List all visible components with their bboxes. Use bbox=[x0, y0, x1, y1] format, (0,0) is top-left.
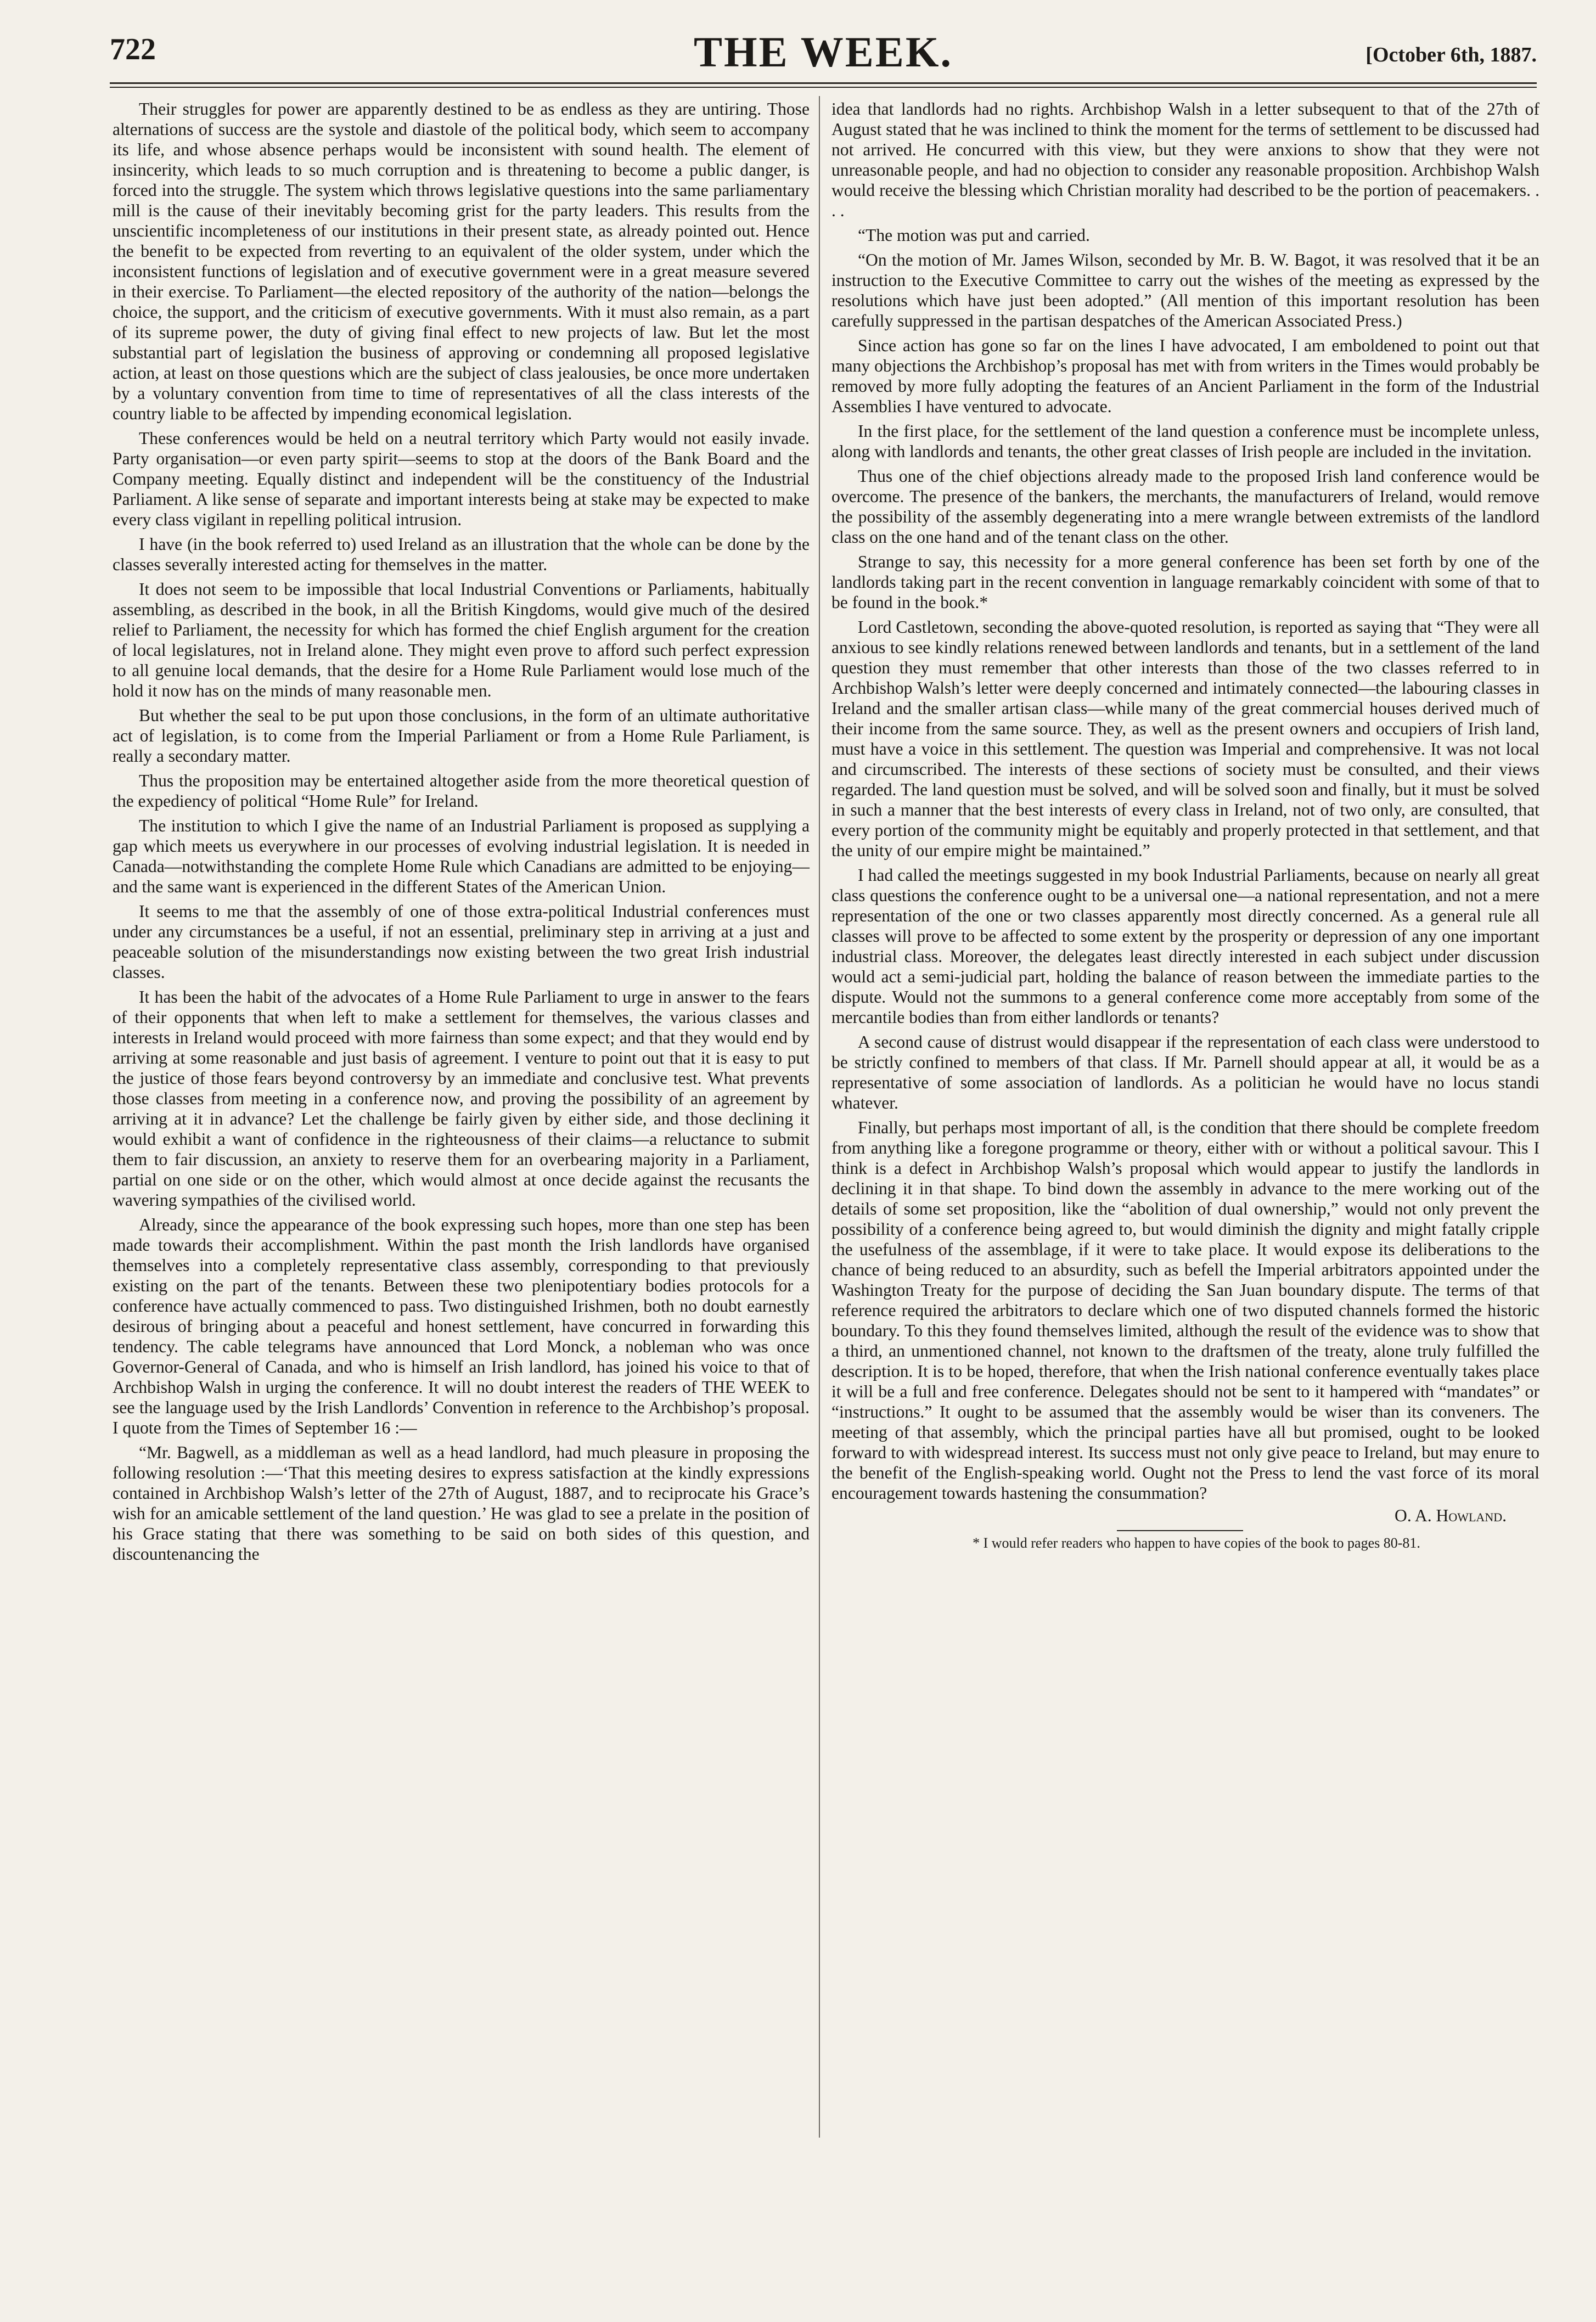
paragraph: “On the motion of Mr. James Wilson, seconded by Mr. B. W. Bagot, it was resolved that it be an instruction to the Executive Committee to carry out the wishes of the meeting as expressed by the resolutions which have just been adopted.” (All mention of this important resolution has been carefully suppressed in the partisan despatches of the American Associated Press.) bbox=[831, 250, 1539, 330]
quoted-paragraph: “Mr. Bagwell, as a middleman as well as a head landlord, had much pleasure in proposing the following resolution :—‘That this meeting desires to express satisfaction at the kindly expressions contained in Archbishop Walsh’s letter of the 27th of August, 1887, and to reciprocate his Grace’s wish for an amicable settlement of the land question.’ He was glad to see a prelate in the position of his Grace stating that there was something to be said on both sides of this question, and discountenancing the bbox=[113, 1443, 810, 1564]
issue-date: [October 6th, 1887. bbox=[1365, 43, 1537, 66]
paragraph: It seems to me that the assembly of one of those extra-political Industrial conferences must under any circumstances be a useful, if not an essential, preliminary step in arriving at a just and peaceable solution of the misunderstandings now existing between the two great Irish industrial classes. bbox=[113, 902, 810, 982]
paragraph: I have (in the book referred to) used Ireland as an illustration that the whole can be done by the classes severally interested acting for themselves in the matter. bbox=[113, 535, 810, 574]
page-number: 722 bbox=[110, 32, 156, 66]
paragraph: The institution to which I give the name of an Industrial Parliament is proposed as supplying a gap which meets us everywhere in our processes of evolving industrial legislation. It is needed in Canada—notwithstanding the complete Home Rule which Canadians are admitted to be enjoying—and the same want is experienced in the different States of the American Union. bbox=[113, 816, 810, 896]
paragraph: Thus the proposition may be entertained altogether aside from the more theoretical question of the expediency of political “Home Rule” for Ireland. bbox=[113, 771, 810, 811]
paragraph: Finally, but perhaps most important of all, is the condition that there should be complete freedom from anything like a foregone programme or theory, either with or without a political savour. This I think is a defect in Archbishop Walsh’s proposal which would appear to justify the landlords in declining it in that shape. To bind down the assembly in advance to the mere working out of the details of some set proposition, like the “abolition of dual ownership,” would not only prevent the possibility of a conference being agreed to, but would diminish the dignity and might fatally cripple the usefulness of the assemblage, if it were to take place. It would expose its deliberations to the chance of being reduced to an absurdity, such as befell the Imperial arbitrators appointed under the Washington Treaty for the purpose of deciding the San Juan boundary dispute. The terms of that reference required the arbitrators to declare which one of two disputed channels formed the historic boundary. To this they found themselves limited, although the result of the evidence was to show that a third, an unmentioned channel, not known to the draftsmen of the treaty, alone truly fulfilled the description. It is to be hoped, therefore, that when the Irish national conference eventually takes place it will be a full and free conference. Delegates should not be sent to it hampered with “mandates” or “instructions.” It ought to be assumed that the assembly would be wiser than its conveners. The meeting of that assembly, which the principal parties have all but promised, ought to be looked forward to with widespread interest. Its success must not only give peace to Ireland, but may enure to the benefit of the English-speaking world. Ought not the Press to lend the vast force of its moral encouragement towards hastening the consummation? bbox=[831, 1118, 1539, 1503]
author-signature: O. A. Howland. bbox=[1395, 1506, 1507, 1525]
footnote: * I would refer readers who happen to have copies of the book to pages 80-81. bbox=[973, 1535, 1420, 1551]
paragraph: In the first place, for the settlement of the land question a conference must be incomplete unless, along with landlords and tenants, the other great classes of Irish people are included in the invitation. bbox=[831, 421, 1539, 461]
masthead-title: THE WEEK. bbox=[693, 28, 953, 76]
paragraph: “The motion was put and carried. bbox=[858, 226, 1090, 245]
paragraph: Their struggles for power are apparently destined to be as endless as they are untiring. Those alternations of success are the systole and diastole of the political body, which seem to accompany its life, and whose absence perhaps would be inconsistent with sound health. The element of insincerity, which leads to so much corruption and is threatening to become a public danger, is forced into the struggle. The system which throws legislative questions into the same parliamentary mill is the cause of their inevitably becoming grist for the party leaders. This results from the unscientific incompleteness of our institutions in their present state, as already pointed out. Hence the benefit to be expected from reverting to an equivalent of the older system, under which the inconsistent functions of legislation and of executive government were in a great measure severed in their exercise. To Parliament—the elected repository of the authority of the nation—belongs the choice, the support, and the criticism of executive governments. With it must also remain, as a part of its supreme power, the duty of giving final effect to new projects of law. But let the most substantial part of legislation the business of approving or condemning all proposed legislative action, at least on those questions which are the subject of class jealousies, be once more undertaken by a voluntary convention from time to time of representatives of all the class interests of the country liable to be affected by impending economical legislation. bbox=[113, 99, 810, 423]
paragraph: Lord Castletown, seconding the above-quoted resolution, is reported as saying that “They were all anxious to see kindly relations renewed between landlords and tenants, but in a settlement of the land question they must remember that other interests than those of the two classes referred to in Archbishop Walsh’s letter were deeply concerned and intimately connected—the labouring classes in Ireland and the smaller artisan class—while many of the great commercial houses derived much of their income from the same source. They, as well as the present owners and occupiers of Irish land, must have a voice in this settlement. The question was Imperial and comprehensive. It was not local and circumscribed. The interests of these sections of society must be consulted, and their views regarded. The land question must be solved, and will be solved soon and finally, but it must be solved in such a manner that the best interests of every class in Ireland, not of two only, are consulted, that every portion of the community might be equitably and properly protected in that settlement, and that the unity of our empire might be maintained.” bbox=[831, 617, 1539, 860]
paragraph: It does not seem to be impossible that local Industrial Conventions or Parliaments, habitually assembling, as described in the book, in all the British Kingdoms, would give much of the desired relief to Parliament, the necessity for which has formed the chief English argument for the creation of local legislatures, not in Ireland alone. They might even prove to afford such perfect expression to all genuine local demands, that the desire for a Home Rule Parliament would lose much of the hold it now has on the minds of many reasonable men. bbox=[113, 580, 810, 700]
paragraph: It has been the habit of the advocates of a Home Rule Parliament to urge in answer to the fears of their opponents that when left to make a settlement for themselves, the various classes and interests in Ireland would proceed with more fairness than some expect; and that they would end by arriving at some reasonable and just basis of agreement. I venture to point out that it is easy to put the justice of those fears beyond controversy by an immediate and conclusive test. What prevents those classes from meeting in a conference now, and proving the possibility of an agreement by arriving at it in advance? Let the challenge be fairly given by either side, and those declining it would exhibit a want of confidence in the righteousness of their claims—a reluctance to submit them to fair discussion, an anxiety to reserve them for an overbearing majority in a Parliament, partial on one side or on the other, which would almost at once decide against the recusants the wavering sympathies of the civilised world. bbox=[113, 987, 810, 1210]
paragraph: Since action has gone so far on the lines I have advocated, I am emboldened to point out that many objections the Archbishop’s proposal has met with from writers in the Times would probably be removed by more fully adopting the features of an Ancient Parliament in the form of the Industrial Assemblies I have ventured to advocate. bbox=[831, 336, 1539, 416]
right-column bbox=[831, 99, 1539, 1552]
footnote-rule bbox=[1117, 1530, 1243, 1531]
paragraph: I had called the meetings suggested in my book Industrial Parliaments, because on nearly all great class questions the conference ought to be a universal one—a national representation, and not a mere representation of the one or two classes apparently most directly concerned. As a general rule all classes will prove to be affected to some extent by the prosperity or depression of any one important industrial class. Moreover, the delegates least directly interested in each subject under discussion would act a semi-judicial part, holding the balance of reason between the immediate parties to the dispute. Would not the summons to a general conference come more acceptably from some of the mercantile bodies than from either landlords or tenants? bbox=[831, 865, 1539, 1027]
page-header bbox=[110, 22, 1537, 88]
paragraph: These conferences would be held on a neutral territory which Party would not easily invade. Party organisation—or even party spirit—seems to stop at the doors of the Bank Board and the Company meeting. Equally distinct and independent will be the constituency of the Industrial Parliament. A like sense of separate and important interests being at stake may be expected to make every class vigilant in repelling political intrusion. bbox=[113, 429, 810, 529]
paragraph-continued: idea that landlords had no rights. Archbishop Walsh in a letter subsequent to that of the 27th of August stated that he was inclined to think the moment for the terms of settlement to be discussed had not arrived. He concurred with this view, but they were anxions to show that they were not unreasonable people, and had no objection to consider any reasonable proposition. Archbishop Walsh would receive the blessing which Christian morality had described to be the portion of peacemakers. . . . bbox=[831, 99, 1539, 220]
left-column bbox=[113, 99, 810, 1568]
paragraph: Thus one of the chief objections already made to the proposed Irish land conference would be overcome. The presence of the bankers, the merchants, the manufacturers of Ireland, would remove the possibility of the assembly degenerating into a mere wrangle between extremists of the landlord class on the one hand and of the tenant class on the other. bbox=[831, 466, 1539, 547]
paragraph: But whether the seal to be put upon those conclusions, in the form of an ultimate authoritative act of legislation, is to come from the Imperial Parliament or from a Home Rule Parliament, is really a secondary matter. bbox=[113, 706, 810, 766]
column-divider bbox=[819, 96, 820, 2138]
header-rule bbox=[110, 82, 1537, 84]
paragraph: Already, since the appearance of the book expressing such hopes, more than one step has been made towards their accomplishment. Within the past month the Irish landlords have organised themselves into a completely representative class assembly, corresponding to that previously existing on the part of the tenants. Between these two plenipotentiary bodies protocols for a conference have actually commenced to pass. Two distinguished Irishmen, both no doubt earnestly desirous of bringing about a peaceful and honest settlement, have concurred in forwarding this tendency. The cable telegrams have announced that Lord Monck, a nobleman who was once Governor-General of Canada, and who is himself an Irish landlord, has joined his voice to that of Archbishop Walsh in urging the conference. It will no doubt interest the readers of THE WEEK to see the language used by the Irish Landlords’ Convention in reference to the Archbishop’s proposal. I quote from the Times of September 16 :— bbox=[113, 1215, 810, 1437]
paragraph: A second cause of distrust would disappear if the representation of each class were understood to be strictly confined to members of that class. If Mr. Parnell should appear at all, it would be as a representative of some association of landlords. As a politician he would have no locus standi whatever. bbox=[831, 1032, 1539, 1112]
paragraph: Strange to say, this necessity for a more general conference has been set forth by one of the landlords taking part in the recent convention in language remarkably coincident with some of that to be found in the book.* bbox=[831, 552, 1539, 612]
header-rule-thin bbox=[110, 87, 1537, 88]
